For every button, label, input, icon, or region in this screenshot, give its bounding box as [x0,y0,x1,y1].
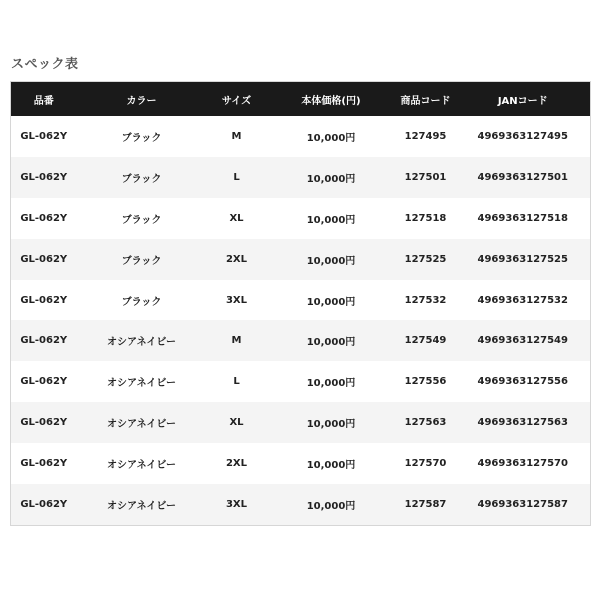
table-row [11,198,591,239]
cell-product-number: GL-062Y [11,402,77,443]
cell-jan-code: 4969363127518 [456,198,591,239]
cell-product-number: GL-062Y [11,484,77,525]
cell-size: M [207,116,267,157]
cell-price: 10,000円 [267,443,396,484]
cell-price: 10,000円 [267,198,396,239]
cell-color: ブラック [77,157,207,198]
table-row [11,484,591,525]
header-jan-code: JANコード [456,82,591,117]
table-row [11,157,591,198]
cell-jan-code: 4969363127563 [456,402,591,443]
cell-price: 10,000円 [267,116,396,157]
cell-product-number: GL-062Y [11,320,77,361]
cell-product-number: GL-062Y [11,198,77,239]
header-size: サイズ [207,82,267,117]
cell-price: 10,000円 [267,361,396,402]
cell-product-code: 127570 [396,443,456,484]
cell-price: 10,000円 [267,280,396,321]
cell-product-number: GL-062Y [11,239,77,280]
cell-size: L [207,157,267,198]
cell-product-number: GL-062Y [11,157,77,198]
cell-product-number: GL-062Y [11,116,77,157]
cell-price: 10,000円 [267,484,396,525]
table-row [11,320,591,361]
cell-size: L [207,361,267,402]
header-product-number: 品番 [11,82,77,117]
cell-color: オシアネイビー [77,484,207,525]
cell-product-code: 127518 [396,198,456,239]
cell-product-number: GL-062Y [11,361,77,402]
cell-price: 10,000円 [267,320,396,361]
cell-size: XL [207,402,267,443]
table-row [11,239,591,280]
table-row [11,402,591,443]
cell-color: オシアネイビー [77,361,207,402]
table-row [11,116,591,157]
cell-price: 10,000円 [267,402,396,443]
cell-color: オシアネイビー [77,320,207,361]
cell-size: M [207,320,267,361]
cell-product-code: 127556 [396,361,456,402]
cell-product-code: 127525 [396,239,456,280]
cell-color: オシアネイビー [77,402,207,443]
header-product-code: 商品コード [396,82,456,117]
cell-size: 2XL [207,443,267,484]
cell-product-code: 127549 [396,320,456,361]
table-row [11,361,591,402]
spec-table [10,81,591,526]
cell-color: ブラック [77,116,207,157]
cell-size: XL [207,198,267,239]
cell-size: 3XL [207,484,267,525]
cell-product-code: 127532 [396,280,456,321]
header-price: 本体価格(円) [267,82,396,117]
cell-jan-code: 4969363127556 [456,361,591,402]
cell-jan-code: 4969363127532 [456,280,591,321]
cell-color: オシアネイビー [77,443,207,484]
cell-product-code: 127587 [396,484,456,525]
cell-jan-code: 4969363127525 [456,239,591,280]
cell-jan-code: 4969363127549 [456,320,591,361]
table-row [11,280,591,321]
cell-color: ブラック [77,198,207,239]
cell-color: ブラック [77,280,207,321]
cell-price: 10,000円 [267,157,396,198]
cell-jan-code: 4969363127495 [456,116,591,157]
cell-price: 10,000円 [267,239,396,280]
cell-size: 3XL [207,280,267,321]
cell-size: 2XL [207,239,267,280]
cell-jan-code: 4969363127501 [456,157,591,198]
cell-jan-code: 4969363127587 [456,484,591,525]
cell-product-number: GL-062Y [11,280,77,321]
cell-product-code: 127501 [396,157,456,198]
cell-jan-code: 4969363127570 [456,443,591,484]
cell-color: ブラック [77,239,207,280]
cell-product-code: 127563 [396,402,456,443]
section-title: スペック表 [11,57,79,72]
table-header-row [11,82,591,117]
cell-product-code: 127495 [396,116,456,157]
header-color: カラー [77,82,207,117]
table-row [11,443,591,484]
cell-product-number: GL-062Y [11,443,77,484]
